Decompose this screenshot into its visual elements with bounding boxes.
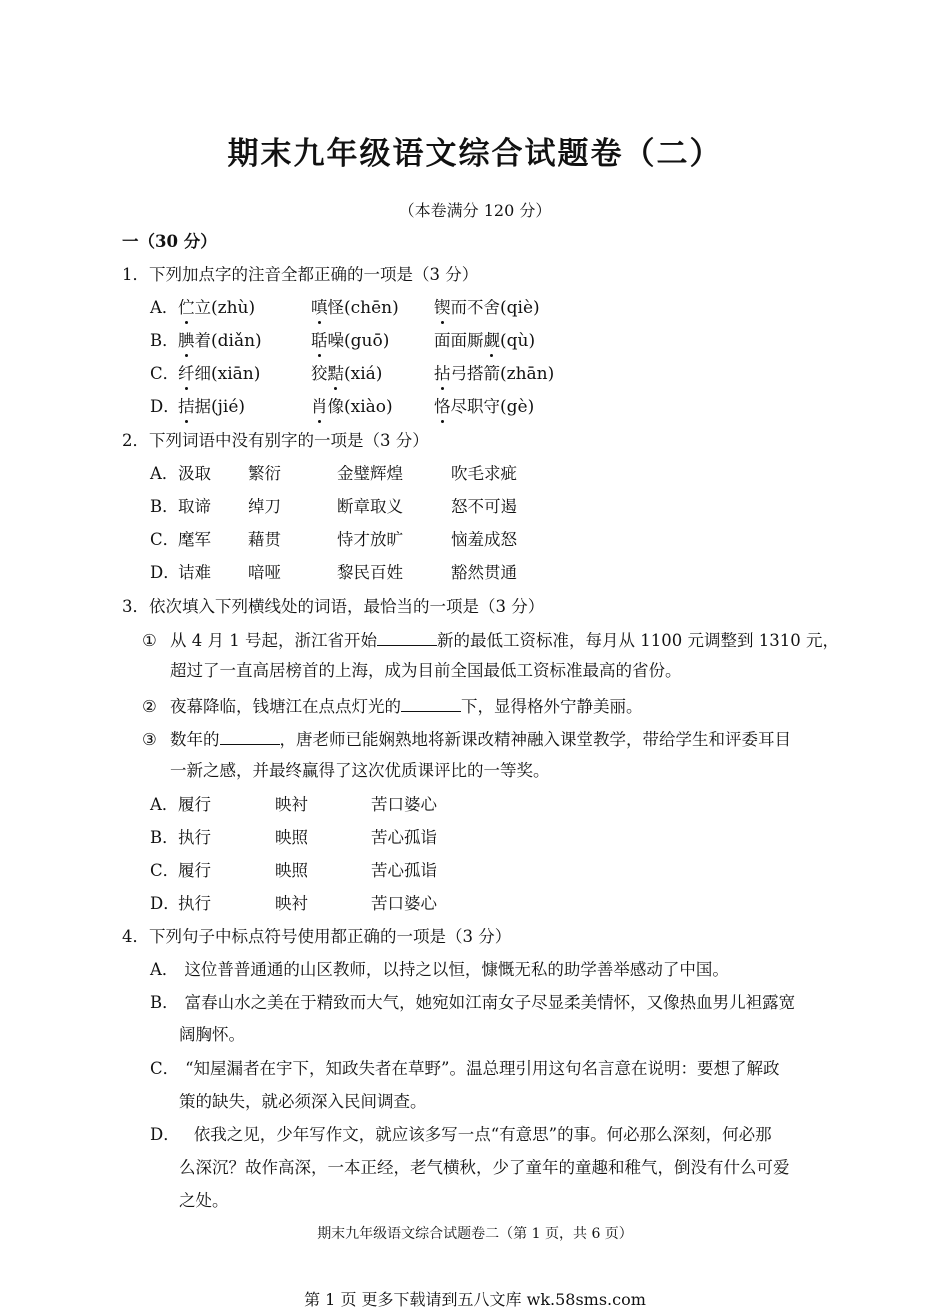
option-word: 金璧辉煌 (337, 464, 403, 483)
q4-a-letter: A． (150, 960, 179, 979)
option-word: 取谛 (178, 497, 211, 516)
q4-option-c (150, 1058, 780, 1080)
q4-option-d (150, 1124, 772, 1146)
option-word: 苦口婆心 (371, 894, 437, 913)
page-subtitle: （本卷满分 120 分） (398, 201, 552, 220)
word-post: 细 (194, 364, 211, 383)
q4-d-line3: 之处。 (179, 1191, 229, 1210)
pinyin-item (178, 330, 262, 352)
option-word: 映衬 (275, 894, 308, 913)
option-letter: B． (150, 497, 179, 516)
q3-s1-line2: 超过了一直高居榜首的上海，成为目前全国最低工资标准最高的省份。 (170, 661, 682, 680)
q3-stem: 3．依次填入下列横线处的词语，最恰当的一项是（3 分） (122, 597, 545, 616)
option-word: 映衬 (275, 795, 308, 814)
option-letter: A． (150, 795, 179, 814)
option-word: 吹毛求疵 (451, 464, 517, 483)
q3-s2-num: ② (142, 697, 157, 716)
q1-stem: 1．下列加点字的注音全都正确的一项是（3 分） (122, 265, 479, 284)
pinyin-item (311, 396, 393, 418)
option-letter: B． (150, 828, 179, 847)
part-heading: 一（30 分） (122, 232, 217, 251)
pinyin: (xiào) (344, 397, 393, 417)
dotted-char: 肖 (311, 397, 328, 416)
option-word: 怒不可遏 (451, 497, 517, 516)
q4-d-letter: D． (150, 1125, 180, 1144)
q4-c-text: “知屋漏者在宇下，知政失者在草野”。温总理引用这句名言意在说明：要想了解政 (185, 1059, 780, 1078)
download-bar: 第 1 页 更多下载请到五八文库 wk.58sms.com (304, 1290, 646, 1309)
q3-s3-line2: 一新之感，并最终赢得了这次优质课评比的一等奖。 (170, 761, 550, 780)
q4-c-letter: C． (150, 1059, 180, 1078)
q4-option-b (150, 992, 795, 1014)
q3-s1-text-b: 新的最低工资标准，每月从 1100 元调整到 1310 元， (437, 631, 839, 650)
pinyin: (zhù) (211, 298, 256, 318)
q4-b-letter: B． (150, 993, 179, 1012)
q3-sentence-2 (142, 694, 643, 718)
q3-s1-num: ① (142, 631, 157, 650)
option-letter: C． (150, 364, 180, 383)
pinyin-item (178, 396, 245, 418)
pinyin-item (311, 330, 389, 352)
page-footer: 期末九年级语文综合试题卷二（第 1 页，共 6 页） (317, 1226, 633, 1242)
pinyin: (gè) (500, 397, 535, 417)
option-word: 映照 (275, 828, 308, 847)
q3-sentence-3 (142, 727, 791, 751)
q3-blank-2 (401, 694, 461, 712)
pinyin: (diǎn) (211, 331, 262, 351)
q4-stem: 4．下列句子中标点符号使用都正确的一项是（3 分） (122, 927, 512, 946)
pinyin: (xiān) (211, 364, 261, 384)
option-word: 苦口婆心 (371, 795, 437, 814)
pinyin-item (434, 297, 540, 319)
option-word: 履行 (178, 861, 211, 880)
option-letter: D． (150, 563, 180, 582)
pinyin: (guō) (344, 331, 390, 351)
dotted-char: 觑 (483, 331, 500, 350)
dotted-char: 嗔 (311, 298, 328, 317)
option-word: 映照 (275, 861, 308, 880)
q4-option-a (150, 959, 729, 981)
option-word: 恼羞成怒 (451, 530, 517, 549)
q3-blank-1 (377, 628, 437, 646)
option-letter: C． (150, 530, 180, 549)
option-word: 喑哑 (248, 563, 281, 582)
word-post: 怪 (327, 298, 344, 317)
pinyin-item (178, 363, 260, 385)
dotted-char: 黠 (327, 364, 344, 383)
word-post: 据 (194, 397, 211, 416)
q4-d-line2: 么深沉？故作高深，一本正经，老气横秋，少了童年的童趣和稚气，倒没有什么可爱 (179, 1158, 790, 1177)
option-word: 履行 (178, 795, 211, 814)
q4-a-text: 这位普普通通的山区教师，以持之以恒，慷慨无私的助学善举感动了中国。 (184, 960, 729, 979)
word-post: 弓搭箭 (450, 364, 500, 383)
word-post: 像 (327, 397, 344, 416)
q4-b-line2: 阔胸怀。 (179, 1025, 245, 1044)
pinyin: (xiá) (344, 364, 383, 384)
pinyin-item (434, 330, 535, 352)
pinyin-item (434, 396, 534, 418)
word-post: 尽职守 (450, 397, 500, 416)
pinyin: (zhān) (500, 364, 555, 384)
dotted-char: 纤 (178, 364, 195, 383)
pinyin: (chēn) (344, 298, 399, 318)
q3-s3-num: ③ (142, 730, 157, 749)
option-letter: D． (150, 894, 180, 913)
page-title: 期末九年级语文综合试题卷（二） (227, 136, 723, 172)
q4-c-line2: 策的缺失，就必须深入民间调查。 (179, 1092, 427, 1111)
dotted-char: 拈 (434, 364, 451, 383)
word-pre: 狡 (311, 364, 328, 383)
option-word: 苦心孤诣 (371, 861, 437, 880)
q4-b-text: 富春山水之美在于精致而大气，她宛如江南女子尽显柔美情怀，又像热血男儿袒露宽 (184, 993, 796, 1012)
option-word: 执行 (178, 828, 211, 847)
word-post: 而不舍 (450, 298, 500, 317)
q3-s2-text-a: 夜幕降临，钱塘江在点点灯光的 (170, 697, 402, 716)
dotted-char: 聒 (311, 331, 328, 350)
pinyin: (jié) (211, 397, 246, 417)
option-word: 断章取义 (337, 497, 403, 516)
option-word: 豁然贯通 (451, 563, 517, 582)
word-pre: 面面厮 (434, 331, 484, 350)
option-letter: A． (150, 464, 179, 483)
q3-s1-text-a: 从 4 月 1 号起，浙江省开始 (170, 631, 378, 650)
pinyin: (qù) (500, 331, 536, 351)
option-word: 黎民百姓 (337, 563, 403, 582)
option-word: 诘难 (178, 563, 211, 582)
q3-blank-3 (220, 727, 280, 745)
q3-sentence-1 (142, 628, 839, 652)
word-post: 立 (194, 298, 211, 317)
option-word: 繁衍 (248, 464, 281, 483)
word-post: 着 (194, 331, 211, 350)
dotted-char: 恪 (434, 397, 451, 416)
q2-stem: 2．下列词语中没有别字的一项是（3 分） (122, 431, 429, 450)
dotted-char: 拮 (178, 397, 195, 416)
dotted-char: 伫 (178, 298, 195, 317)
pinyin-item (178, 297, 255, 319)
q4-d-text: 依我之见，少年写作文，就应该多写一点“有意思”的事。何必那么深刻，何必那 (193, 1125, 772, 1144)
option-word: 汲取 (178, 464, 211, 483)
pinyin: (qiè) (500, 298, 540, 318)
option-word: 执行 (178, 894, 211, 913)
pinyin-item (434, 363, 554, 385)
option-word: 苦心孤诣 (371, 828, 437, 847)
word-post: 噪 (327, 331, 344, 350)
q3-s2-text-b: 下，显得格外宁静美丽。 (461, 697, 643, 716)
pinyin-item (311, 363, 382, 385)
option-letter: B． (150, 331, 179, 350)
option-letter: D． (150, 397, 180, 416)
q3-s3-text-b: ，唐老师已能娴熟地将新课改精神融入课堂教学，带给学生和评委耳目 (279, 730, 792, 749)
option-letter: C． (150, 861, 180, 880)
option-letter: A． (150, 298, 179, 317)
option-word: 绰刀 (248, 497, 281, 516)
option-word: 麾军 (178, 530, 211, 549)
dotted-char: 锲 (434, 298, 451, 317)
dotted-char: 腆 (178, 331, 195, 350)
option-word: 恃才放旷 (337, 530, 403, 549)
option-word: 藉贯 (248, 530, 281, 549)
q3-s3-text-a: 数年的 (170, 730, 220, 749)
pinyin-item (311, 297, 399, 319)
